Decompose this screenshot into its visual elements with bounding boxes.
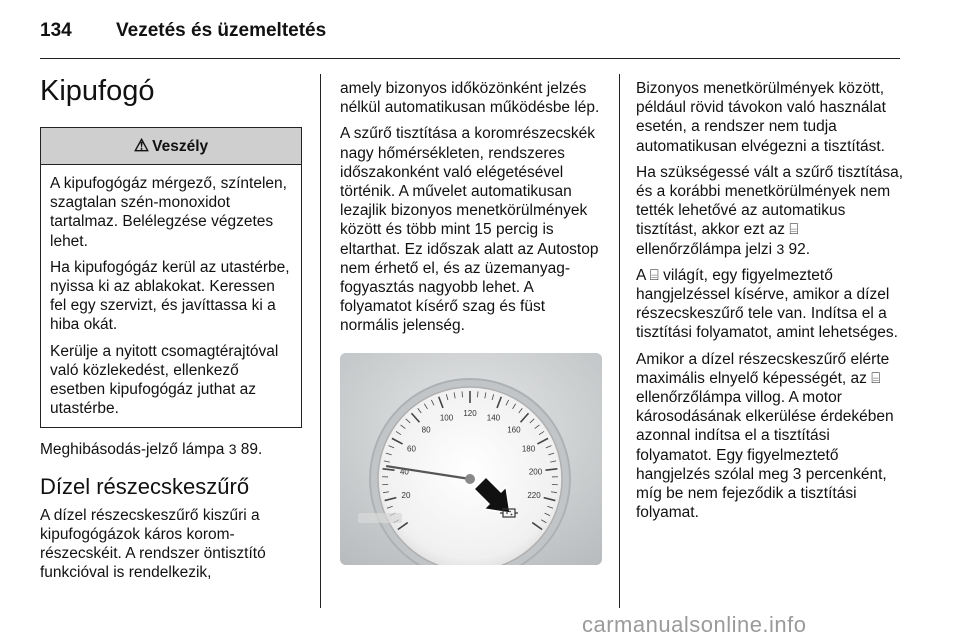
- dpf-warning-icon: ⌸: [649, 266, 659, 284]
- warning-box: [40, 127, 302, 428]
- speed-label: 100: [439, 412, 454, 422]
- speed-label: 60: [407, 444, 416, 454]
- speed-label: 40: [399, 466, 409, 476]
- speed-label: 220: [527, 490, 541, 500]
- running-title: Vezetés és üzemeltetés: [116, 20, 327, 41]
- speed-label: 200: [528, 466, 543, 476]
- dpf-warning-icon: ⌸: [871, 369, 881, 387]
- speed-label: 20: [401, 490, 411, 500]
- paragraph: Bizonyos menetkörülmények között, például rövid távokon való használat esetén, a rendszer nem tudja automatikusan elvégezni a tisztítást.: [636, 80, 886, 155]
- warning-header: [41, 128, 301, 165]
- paragraph: amely bizonyos időközönként jelzés nélkül automatikusan működésbe lép.: [340, 80, 600, 117]
- column-1: [40, 64, 302, 589]
- speedometer-illustration: [340, 353, 602, 565]
- warning-body: [41, 165, 301, 427]
- page-ref-arrow-icon: 3: [228, 441, 237, 458]
- watermark: carmanualsonline.info: [582, 612, 807, 637]
- warning-label: Veszély: [152, 138, 209, 155]
- paragraph: A ⌸ világít, egy figyelmeztető hangjelzéssel kísérve, amikor a dízel részecskeszűrő tele van. Indítsa el a tisztítási folyamatot, amint lehetséges.: [636, 266, 898, 342]
- warning-paragraph: A kipufogógáz mérgező, színtelen, szagtalan szén-monoxidot tartalmaz. Belélegzése végzetes lehet.: [50, 175, 287, 250]
- warning-paragraph: Ha kipufogógáz kerül az utastérbe, nyissa ki az ablakokat. Keressen fel egy szervizt, és javíttassa ki a hiba okát.: [50, 258, 290, 334]
- page-header: [40, 14, 900, 48]
- speed-label: 160: [507, 425, 521, 435]
- speed-label: 180: [521, 444, 536, 454]
- speed-label: 80: [421, 425, 431, 435]
- subsection-title: Dízel részecskeszűrő: [40, 473, 250, 499]
- page-ref-arrow-icon: 3: [776, 240, 785, 257]
- subsection-intro: A dízel részecskeszűrő kiszűri a kipufogógázok káros koromrészecskéit. A rendszer öntisztító funkcióval is rendelkezik,: [40, 506, 266, 582]
- cross-reference: Meghibásodás-jelző lámpa 3 89.: [40, 441, 263, 459]
- section-title: Kipufogó: [40, 75, 155, 107]
- warning-triangle-icon: ⚠: [133, 136, 150, 155]
- speed-tick: [477, 391, 478, 397]
- speed-tick: [462, 391, 463, 397]
- paragraph: A szűrő tisztítása a koromrészecskék nagy hőmérsékleten, rendszeres időszakonként való elégetésével történik. A művelet automatikusan lezajlik bizonyos menetkörülmények között és több mint 15 percig is eltarthat. Ez időszak alatt az Autostop nem érhető el, és az üzemanyag-fogyasztás nagyobb lehet. A folyamatot kísérő szag és füst normális jelenség.: [340, 125, 599, 335]
- paragraph: Ha szükségessé vált a szűrő tisztítása, és a korábbi menetkörülmények nem tették lehetővé az automatikus tisztítást, akkor ezt az ⌸ ellenőrzőlámpa jelzi 3 92.: [636, 163, 904, 258]
- column-divider: [619, 74, 620, 608]
- speed-label: 120: [463, 408, 477, 418]
- needle-hub: [465, 474, 475, 484]
- speedometer-figure: [340, 353, 602, 565]
- odometer-display: [358, 513, 402, 523]
- column-3: [636, 79, 904, 529]
- column-2: [340, 79, 602, 565]
- dpf-warning-icon: ⌸: [789, 221, 799, 239]
- header-rule: [40, 58, 900, 59]
- page-number: 134: [40, 20, 72, 41]
- speed-label: 140: [486, 412, 501, 422]
- warning-paragraph: Kerülje a nyitott csomagtérajtóval való közlekedést, ellenkező esetben kipufogógáz juthat az utastérbe.: [50, 342, 279, 418]
- column-divider: [320, 74, 321, 608]
- paragraph: Amikor a dízel részecskeszűrő elérte maximális elnyelő képességét, az ⌸ ellenőrzőlámpa villog. A motor károsodásának elkerülése érdekében azonnal indítsa el a tisztítási folyamatot. Egy figyelmeztető hangjelzés szólal meg 3 percenként, míg be nem fejeződik a tisztítási folyamat.: [636, 350, 894, 522]
